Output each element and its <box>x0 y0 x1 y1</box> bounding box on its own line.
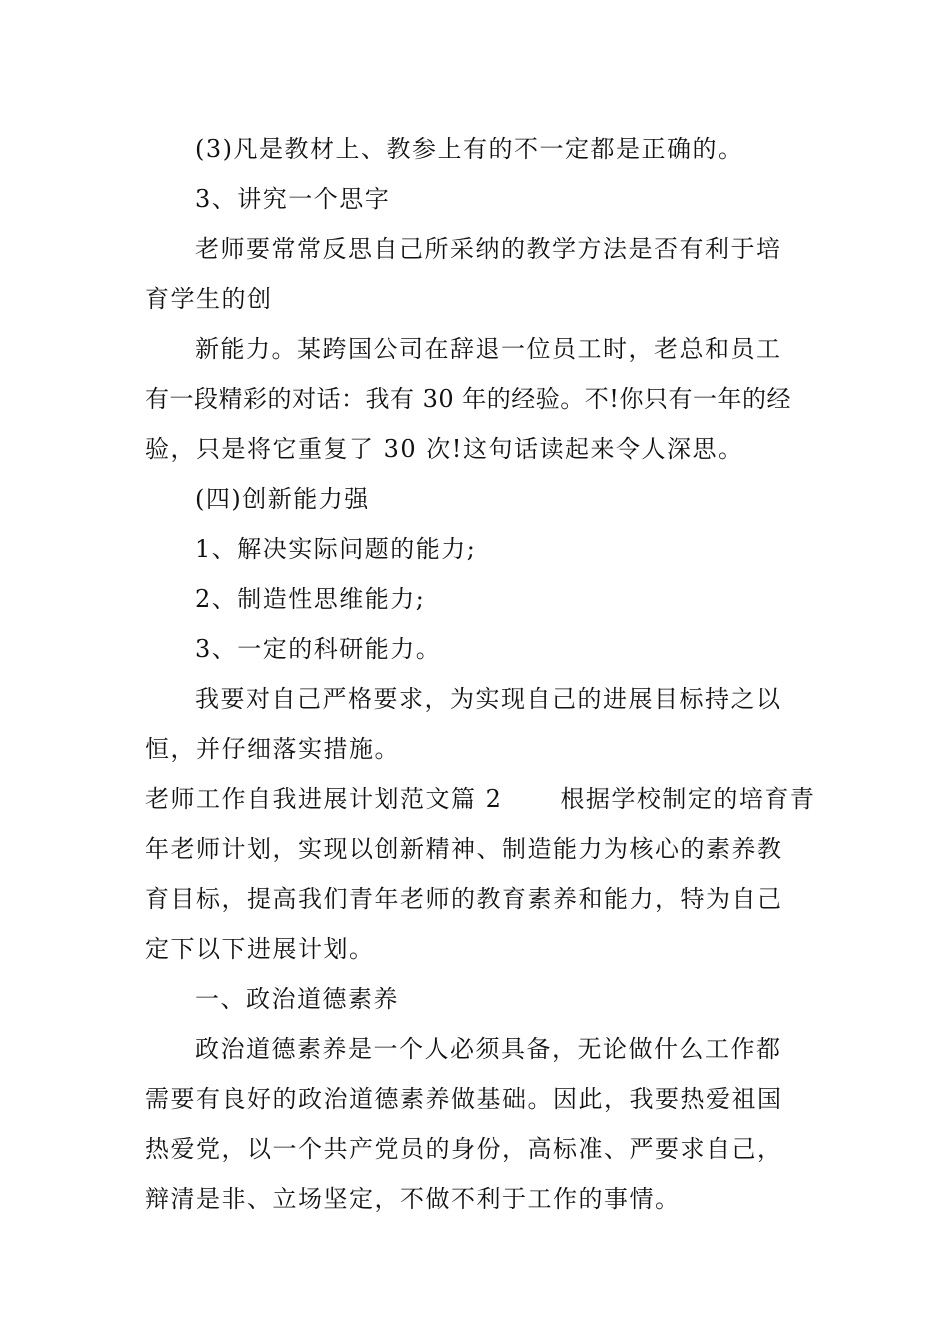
paragraph-line: 热爱党，以一个共产党员的身份，高标准、严要求自己， <box>145 1135 783 1163</box>
section-heading: 3、讲究一个思字 <box>195 185 391 213</box>
article-title-line <box>145 784 815 814</box>
paragraph-line: 育学生的创 <box>145 285 273 313</box>
article-title: 老师工作自我进展计划范文篇 2 <box>145 785 503 813</box>
paragraph-line: 验，只是将它重复了 30 次!这句话读起来令人深思。 <box>145 435 744 463</box>
paragraph-line: 有一段精彩的对话：我有 30 年的经验。不!你只有一年的经 <box>145 385 791 413</box>
paragraph-line: 年老师计划，实现以创新精神、制造能力为核心的素养教 <box>145 835 783 863</box>
section-heading: 一、政治道德素养 <box>195 985 399 1013</box>
paragraph-line: 需要有良好的政治道德素养做基础。因此，我要热爱祖国 <box>145 1085 783 1113</box>
section-heading: (四)创新能力强 <box>195 485 370 513</box>
list-item: 3、一定的科研能力。 <box>195 635 442 663</box>
paragraph-line: (3)凡是教材上、教参上有的不一定都是正确的。 <box>195 135 744 163</box>
paragraph-line: 我要对自己严格要求，为实现自己的进展目标持之以 <box>195 685 782 713</box>
paragraph-line: 老师要常常反思自己所采纳的教学方法是否有利于培 <box>195 235 782 263</box>
list-item: 1、解决实际问题的能力; <box>195 535 477 563</box>
paragraph-line: 新能力。某跨国公司在辞退一位员工时，老总和员工 <box>195 335 782 363</box>
paragraph-line: 辩清是非、立场坚定，不做不利于工作的事情。 <box>145 1185 681 1213</box>
paragraph-line: 政治道德素养是一个人必须具备，无论做什么工作都 <box>195 1035 782 1063</box>
paragraph-line: 根据学校制定的培育青 <box>560 785 816 813</box>
paragraph-line: 定下以下进展计划。 <box>145 935 375 963</box>
list-item: 2、制造性思维能力; <box>195 585 426 613</box>
paragraph-line: 育目标，提高我们青年老师的教育素养和能力，特为自己 <box>145 885 783 913</box>
paragraph-line: 恒，并仔细落实措施。 <box>145 735 400 763</box>
